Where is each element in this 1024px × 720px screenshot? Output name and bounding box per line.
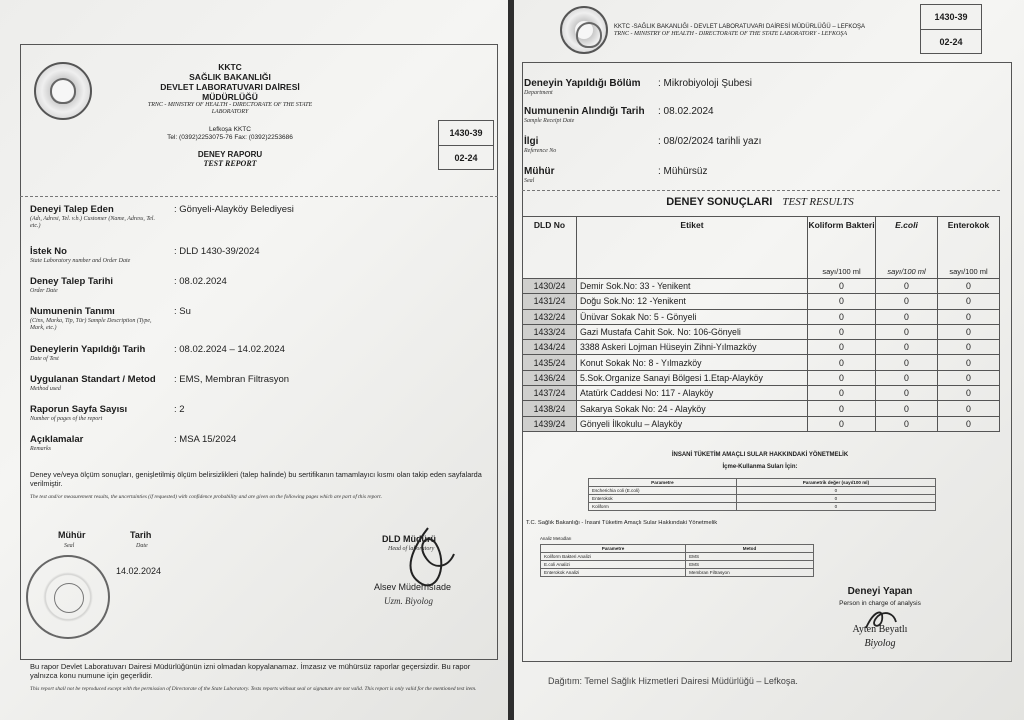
field-seal bbox=[524, 166, 1004, 196]
field-label: Deneyi Talep Eden bbox=[30, 204, 114, 215]
field-page-count bbox=[30, 404, 490, 434]
header-divider bbox=[20, 196, 498, 197]
field-sample-description bbox=[30, 306, 490, 336]
field-sublabel: Order Date bbox=[30, 288, 58, 294]
field-label: Uygulanan Standart / Metod bbox=[30, 374, 156, 385]
cell-dld-no: 1434/24 bbox=[523, 340, 577, 355]
header-directorate: MÜDÜRLÜĞÜ bbox=[202, 92, 258, 102]
page2-header bbox=[614, 24, 914, 38]
header-phone: Tel: (0392)2253075-76 Fax: (0392)2253686 bbox=[167, 134, 293, 141]
table-row: Enterokok Analizi Membran Filtrasyon bbox=[541, 569, 814, 577]
field-value: : 08.02.2024 bbox=[174, 276, 227, 287]
param-value-header: Parametrik değer (sayı/100 ml) bbox=[736, 479, 935, 487]
ministry-emblem-icon bbox=[560, 6, 608, 54]
table-row: Koliform 0 bbox=[589, 503, 936, 511]
field-value: : 08/02/2024 tarihli yazı bbox=[658, 136, 762, 147]
report-page: 02-24 bbox=[921, 29, 981, 53]
field-sublabel: Sample Receipt Date bbox=[524, 118, 575, 124]
cell-coliform: 0 bbox=[808, 279, 876, 294]
cell-ecoli: 0 bbox=[876, 386, 938, 401]
cell-coliform: 0 bbox=[808, 401, 876, 416]
header-english-2: LABORATORY bbox=[211, 109, 249, 115]
regulation-title: İNSANİ TÜKETİM AMAÇLI SULAR HAKKINDAKİ YÖNETMELİK bbox=[671, 452, 849, 458]
cell-coliform: 0 bbox=[808, 370, 876, 385]
field-label: Açıklamalar bbox=[30, 434, 84, 445]
field-label: Raporun Sayfa Sayısı bbox=[30, 404, 128, 415]
header-city: Lefkoşa KKTC bbox=[209, 126, 251, 133]
cell-enterokok: 0 bbox=[938, 370, 1000, 385]
field-reference bbox=[524, 136, 1004, 166]
cell-ecoli: 0 bbox=[876, 294, 938, 309]
cell-dld-no: 1439/24 bbox=[523, 416, 577, 431]
field-sublabel: Remarks bbox=[30, 446, 51, 452]
cell-ecoli: 0 bbox=[876, 340, 938, 355]
table-row: Koliform Bakteri Analizi EMS bbox=[541, 553, 814, 561]
field-label: Mühür bbox=[524, 166, 555, 177]
cell-ecoli: 0 bbox=[876, 279, 938, 294]
table-row bbox=[523, 309, 1000, 324]
head-sublabel: Head of laboratory bbox=[388, 546, 435, 552]
table-row bbox=[523, 340, 1000, 355]
method-param-header: Parametre bbox=[541, 545, 686, 553]
cell-label: Atatürk Caddesi No: 117 - Alayköy bbox=[577, 386, 808, 401]
cell-enterokok: 0 bbox=[938, 401, 1000, 416]
table-row bbox=[523, 370, 1000, 385]
cell-dld-no: 1435/24 bbox=[523, 355, 577, 370]
table-row: E.coli Analizi EMS bbox=[541, 561, 814, 569]
report-cover-page bbox=[0, 0, 508, 720]
field-value: : DLD 1430-39/2024 bbox=[174, 246, 260, 257]
col-header-label: Etiket bbox=[577, 217, 808, 279]
report-title-en: TEST REPORT bbox=[203, 159, 257, 168]
cell-dld-no: 1436/24 bbox=[523, 370, 577, 385]
field-label: Numunenin Alındığı Tarih bbox=[524, 106, 645, 117]
field-test-date bbox=[30, 344, 490, 374]
field-sublabel: (Adı, Adresi, Tel. v.b.) Customer (Name, Adress, Tel. etc.) bbox=[30, 216, 155, 229]
section-divider bbox=[522, 190, 1000, 191]
cell-coliform: 0 bbox=[808, 309, 876, 324]
page2-header-en: TRNC - MINISTRY OF HEALTH - DIRECTORATE OF THE STATE LABORATORY - LEFKOŞA bbox=[614, 31, 848, 37]
report-number: 1430-39 bbox=[934, 12, 968, 22]
method-table-caption: Analiz Metodları bbox=[540, 536, 572, 541]
field-label: Deney Talep Tarihi bbox=[30, 276, 114, 287]
results-header-row bbox=[523, 217, 1000, 279]
header-department: DEVLET LABORATUVARI DAİRESİ bbox=[160, 82, 300, 92]
field-customer bbox=[30, 204, 490, 234]
field-value: : 08.02.2024 – 14.02.2024 bbox=[174, 344, 285, 355]
field-label: Deneylerin Yapıldığı Tarih bbox=[30, 344, 146, 355]
results-title bbox=[600, 196, 920, 208]
cell-enterokok: 0 bbox=[938, 294, 1000, 309]
parameter-table bbox=[588, 478, 936, 511]
report-page: 02-24 bbox=[439, 145, 493, 169]
field-request-no bbox=[30, 246, 490, 276]
cell-dld-no: 1431/24 bbox=[523, 294, 577, 309]
cell-coliform: 0 bbox=[808, 324, 876, 339]
results-table bbox=[522, 216, 1000, 432]
page2-header-tr: KKTC -SAĞLIK BAKANLIĞI - DEVLET LABORATUVARI DAİRESİ MÜDÜRLÜĞÜ – LEFKOŞA bbox=[614, 24, 866, 30]
field-department bbox=[524, 78, 1004, 108]
cell-enterokok: 0 bbox=[938, 340, 1000, 355]
cell-label: Sakarya Sokak No: 24 - Alayköy bbox=[577, 401, 808, 416]
field-receipt-date bbox=[524, 106, 1004, 136]
field-sublabel: Department bbox=[524, 90, 553, 96]
field-value: : MSA 15/2024 bbox=[174, 434, 237, 445]
col-header-dld-no: DLD No bbox=[523, 217, 577, 279]
field-sublabel: Method used bbox=[30, 386, 61, 392]
analyst-sublabel: Person in charge of analysis bbox=[839, 600, 921, 607]
field-remarks bbox=[30, 434, 490, 464]
field-order-date bbox=[30, 276, 490, 306]
report-footer: Bu rapor Devlet Laboratuvarı Dairesi Müdürlüğünün izni olmadan kopyalanamaz. İmzasız ve mühürsüz raporlar geçersizdir. Bu rapor yalnızca konu numune için geçerlidir. bbox=[30, 662, 471, 680]
regulation-subtitle: İçme-Kullanma Suları İçin: bbox=[722, 464, 798, 470]
cell-label: Konut Sokak No: 8 - Yılmazköy bbox=[577, 355, 808, 370]
field-sublabel: State Laboratory number and Order Date bbox=[30, 258, 131, 264]
cell-dld-no: 1430/24 bbox=[523, 279, 577, 294]
cell-coliform: 0 bbox=[808, 386, 876, 401]
cell-enterokok: 0 bbox=[938, 324, 1000, 339]
head-label: DLD Müdürü bbox=[382, 534, 436, 544]
report-title: DENEY RAPORU bbox=[197, 150, 263, 159]
cell-label: Gazi Mustafa Cahit Sok. No: 106-Gönyeli bbox=[577, 324, 808, 339]
col-header-coliform: Koliform Bakteri sayı/100 ml bbox=[808, 217, 876, 279]
table-row bbox=[523, 294, 1000, 309]
header-ministry: SAĞLIK BAKANLIĞI bbox=[189, 72, 271, 82]
cell-ecoli: 0 bbox=[876, 370, 938, 385]
results-title-en: TEST RESULTS bbox=[782, 196, 854, 208]
field-sublabel: Seal bbox=[524, 178, 535, 184]
field-value: : 2 bbox=[174, 404, 185, 415]
header-english-1: TRNC - MINISTRY OF HEALTH - DIRECTORATE OF THE STATE bbox=[147, 102, 313, 108]
analyst-name: Ayten Beyatlı bbox=[852, 624, 908, 635]
cell-label: Ünüvar Sokak No: 5 - Gönyeli bbox=[577, 309, 808, 324]
cell-coliform: 0 bbox=[808, 294, 876, 309]
col-header-ecoli: E.coli sayı/100 ml bbox=[876, 217, 938, 279]
table-row bbox=[523, 416, 1000, 431]
head-title: Uzm. Biyolog bbox=[384, 596, 433, 606]
field-label: Deneyin Yapıldığı Bölüm bbox=[524, 78, 641, 89]
report-number: 1430-39 bbox=[449, 128, 483, 138]
cell-ecoli: 0 bbox=[876, 309, 938, 324]
date-sublabel: Date bbox=[136, 543, 148, 549]
field-value: : 08.02.2024 bbox=[658, 106, 714, 117]
field-sublabel: Number of pages of the report bbox=[30, 416, 103, 422]
cell-coliform: 0 bbox=[808, 416, 876, 431]
cell-label: Gönyeli İlkokulu – Alayköy bbox=[577, 416, 808, 431]
results-disclaimer: Deney ve/veya ölçüm sonuçları, genişletilmiş ölçüm belirsizlikleri (talep halinde) bu sertifikanın tamamlayıcı kısmı olan takip eden sayfalarda verilmiştir. bbox=[30, 470, 482, 488]
field-value: : Gönyeli-Alayköy Belediyesi bbox=[174, 204, 294, 215]
cell-enterokok: 0 bbox=[938, 416, 1000, 431]
report-date: 14.02.2024 bbox=[116, 566, 162, 576]
official-stamp-icon bbox=[26, 555, 110, 639]
distribution-footer: Dağıtım: Temel Sağlık Hizmetleri Dairesi Müdürlüğü – Lefkoşa. bbox=[548, 676, 798, 686]
table-row bbox=[523, 279, 1000, 294]
cell-label: Doğu Sok.No: 12 -Yenikent bbox=[577, 294, 808, 309]
cell-enterokok: 0 bbox=[938, 279, 1000, 294]
table-row: Enterokok 0 bbox=[589, 495, 936, 503]
analyst-label: Deneyi Yapan bbox=[847, 586, 913, 597]
head-name: Alsev Müderrisıade bbox=[374, 582, 452, 592]
analyst-title: Biyolog bbox=[864, 638, 896, 649]
cell-dld-no: 1432/24 bbox=[523, 309, 577, 324]
report-footer-en: This report shall not be reproduced except with the permission of Directorate of the State Laboratory. Tests reports without seal or signature are not valid. This report is only valid for the mentioned test item. bbox=[30, 686, 477, 692]
cell-ecoli: 0 bbox=[876, 355, 938, 370]
field-value: : EMS, Membran Filtrasyon bbox=[174, 374, 290, 385]
header-kktc: KKTC bbox=[218, 62, 242, 72]
table-row: Escherichia coli (E.coli) 0 bbox=[589, 487, 936, 495]
param-header: Parametre bbox=[589, 479, 737, 487]
table-row bbox=[523, 386, 1000, 401]
col-header-enterokok: Enterokok sayı/100 ml bbox=[938, 217, 1000, 279]
results-disclaimer-en: The test and/or measurement results, the uncertainties (if requested) with confidence probability and are given on the following pages which are part of this report. bbox=[30, 494, 382, 500]
report-number-box bbox=[438, 120, 494, 170]
cell-ecoli: 0 bbox=[876, 324, 938, 339]
cell-enterokok: 0 bbox=[938, 355, 1000, 370]
field-label: İlgi bbox=[524, 136, 539, 147]
ministry-emblem-icon bbox=[34, 62, 92, 120]
cell-ecoli: 0 bbox=[876, 416, 938, 431]
cell-label: 3388 Askeri Lojman Hüseyin Zihni-Yılmazköy bbox=[577, 340, 808, 355]
field-label: Numunenin Tanımı bbox=[30, 306, 115, 317]
cell-dld-no: 1437/24 bbox=[523, 386, 577, 401]
field-value: : Su bbox=[174, 306, 191, 317]
reference-note: T.C. Sağlık Bakanlığı - İnsani Tüketim Amaçlı Sular Hakkındaki Yönetmelik bbox=[526, 520, 718, 526]
cell-label: 5.Sok.Organize Sanayi Bölgesi 1.Etap-Alayköy bbox=[577, 370, 808, 385]
method-table bbox=[540, 544, 814, 577]
cell-label: Demir Sok.No: 33 - Yenikent bbox=[577, 279, 808, 294]
cell-dld-no: 1438/24 bbox=[523, 401, 577, 416]
field-value: : Mühürsüz bbox=[658, 166, 708, 177]
cell-enterokok: 0 bbox=[938, 309, 1000, 324]
cell-ecoli: 0 bbox=[876, 401, 938, 416]
cell-dld-no: 1433/24 bbox=[523, 324, 577, 339]
ministry-header bbox=[100, 62, 360, 168]
report-number-box bbox=[920, 4, 982, 54]
cell-enterokok: 0 bbox=[938, 386, 1000, 401]
table-row bbox=[523, 401, 1000, 416]
field-method bbox=[30, 374, 490, 404]
table-row bbox=[523, 355, 1000, 370]
field-sublabel: Reference No bbox=[524, 148, 557, 154]
cell-coliform: 0 bbox=[808, 355, 876, 370]
field-value: : Mikrobiyoloji Şubesi bbox=[658, 78, 752, 89]
seal-label: Mühür bbox=[58, 530, 86, 540]
field-sublabel: Date of Test bbox=[30, 356, 59, 362]
table-row bbox=[523, 324, 1000, 339]
field-sublabel: (Cins, Marka, Tip, Tür) Sample Description (Type, Mark, etc.) bbox=[30, 318, 152, 331]
method-header: Metod bbox=[686, 545, 814, 553]
seal-sublabel: Seal bbox=[64, 543, 75, 549]
field-label: İstek No bbox=[30, 246, 67, 257]
date-label: Tarih bbox=[130, 530, 152, 540]
results-title-tr: DENEY SONUÇLARI bbox=[666, 196, 773, 208]
cell-coliform: 0 bbox=[808, 340, 876, 355]
head-signature bbox=[398, 524, 458, 590]
